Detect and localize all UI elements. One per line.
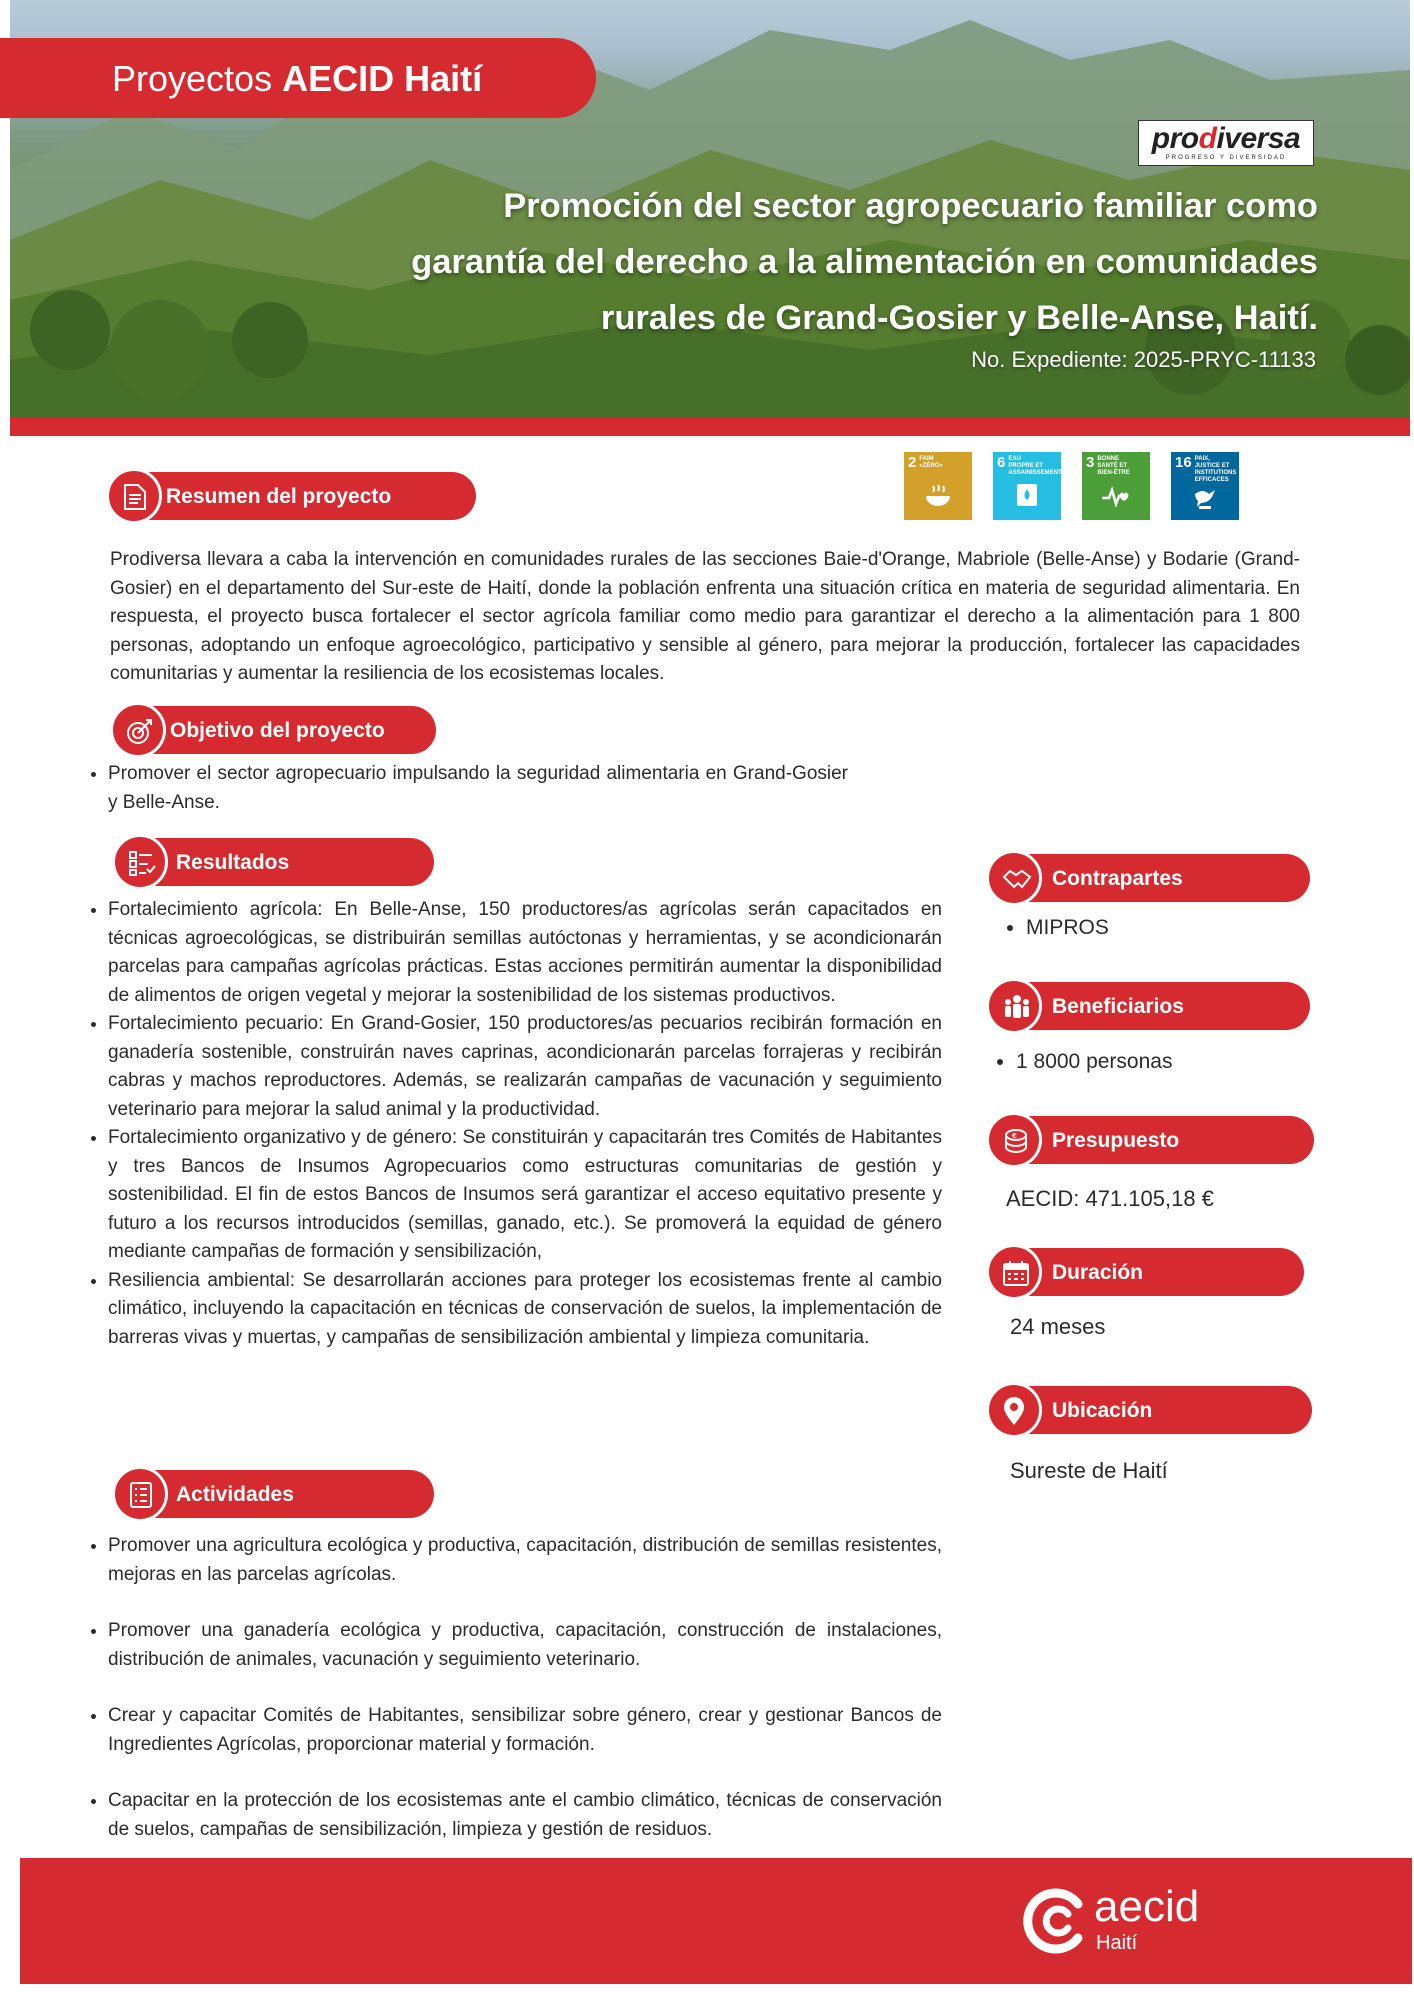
aecid-sub: Haití	[1096, 1932, 1138, 1954]
project-title: Promoción del sector agropecuario familiar como garantía del derecho a la alimentación en comunidades rurales de Grand-Gosier y Belle-Anse, Haití.	[411, 187, 1318, 337]
list-item: • Fortalecimiento organizativo y de género: Se constituirán y capacitarán tres Comités de Habitantes y tres Bancos de Insumos Agropecuarios como estructuras comunitarias de gestión y sostenibilidad. El fin de estos Bancos de Insumos será garantizar el acceso equitativo presente y futuro a los recursos introducidos (semillas, ganado, etc.). Se promoverá la equidad de género mediante campañas de formación y sensibilización,	[108, 1124, 942, 1267]
list-item: • Fortalecimiento pecuario: En Grand-Gosier, 150 productores/as pecuarios recibirán formación en ganadería sostenible, construirán naves caprinas, acondicionarán parcelas forrajeras y recibirán cabras y machos reproductores. Además, se realizarán campañas de vacunación y seguimiento veterinario para mejorar la salud animal y la productividad.	[108, 1010, 942, 1124]
duration-value: 24 meses	[1010, 1314, 1106, 1339]
program-tag-label: Proyectos AECID Haití	[112, 58, 483, 99]
section-title: Contrapartes	[1052, 867, 1183, 890]
summary-text: Prodiversa llevara a caba la intervención en comunidades rurales de las secciones Baie-d'Orange, Mabriole (Belle-Anse) y Bodarie (Grand-Gosier) en el departamento del Sur-este de Haití, donde la población enfrenta una situación crítica en materia de seguridad alimentaria. En respuesta, el proyecto busca fortalecer el sector agrícola familiar como medio para garantizar el derecho a la alimentación para 1 800 personas, adoptando un enfoque agroecológico, participativo y sensible al género, para mejorar la producción, fortalecer las capacidades comunitarias y aumentar la resiliencia de los ecosistemas locales.	[110, 549, 1300, 684]
section-header-duracion	[986, 1248, 1304, 1296]
results-list	[82, 896, 942, 1352]
section-icon-wrap	[112, 1466, 168, 1522]
sdg-16-badge: 16 PAIX, JUSTICE ET INSTITUTIONS EFFICACES	[1171, 452, 1239, 520]
section-title: Ubicación	[1052, 1399, 1153, 1422]
list-item: • Promover el sector agropecuario impulsando la seguridad alimentaria en Grand-Gosier y Belle-Anse.	[108, 760, 848, 817]
section-title: Resultados	[176, 851, 290, 874]
target-icon	[126, 717, 154, 745]
section-header-actividades	[112, 1470, 434, 1518]
water-drop-icon	[1011, 480, 1043, 512]
section-title: Beneficiarios	[1052, 995, 1184, 1018]
list-item: • Fortalecimiento agrícola: En Belle-Anse, 150 productores/as agrícolas serán capacitados en técnicas agroecológicas, se distribuirán semillas autóctonas y herramientas, y se acondicionarán parcelas para campañas agrícolas prácticas. Estas acciones permitirán aumentar la disponibilidad de alimentos de origen vegetal y mejorar la sostenibilidad de los sistemas productivos.	[108, 896, 942, 1010]
hero-bottom-stripe	[10, 418, 1410, 436]
aecid-logo	[1022, 1880, 1222, 1960]
budget-value: AECID: 471.105,18 €	[1006, 1186, 1214, 1211]
section-icon-wrap	[986, 850, 1042, 906]
list-item: • Promover una agricultura ecológica y productiva, capacitación, distribución de semillas resistentes, mejoras en las parcelas agrícolas.	[108, 1532, 942, 1589]
heartbeat-icon	[1100, 480, 1132, 512]
bowl-icon	[922, 480, 954, 512]
section-header-resumen	[106, 472, 476, 520]
objective-list	[82, 760, 848, 817]
calendar-icon	[1002, 1259, 1030, 1287]
svg-text:€: €	[1012, 1132, 1017, 1140]
section-icon-wrap	[986, 1112, 1042, 1168]
task-list-icon	[128, 1481, 154, 1509]
list-item: • Resiliencia ambiental: Se desarrollarán acciones para proteger los ecosistemas frente al cambio climático, incluyendo la capacitación en técnicas de conservación de suelos, la implementación de barreras vivas y muertas, y campañas de sensibilización ambiental y limpieza comunitaria.	[108, 1267, 942, 1353]
sdg-6-badge: 6 EAU PROPRE ET ASSAINISSEMENT	[993, 452, 1061, 520]
section-header-beneficiarios	[986, 982, 1310, 1030]
aecid-mark-icon	[1022, 1886, 1092, 1956]
section-title: Actividades	[176, 1483, 294, 1506]
section-icon-wrap	[986, 978, 1042, 1034]
dove-icon	[1189, 480, 1221, 512]
list-item: • Promover una ganadería ecológica y productiva, capacitación, construcción de instalaciones, distribución de animales, vacunación y seguimiento veterinario.	[108, 1617, 942, 1674]
section-title: Duración	[1052, 1261, 1144, 1284]
list-item: • Crear y capacitar Comités de Habitantes, sensibilizar sobre género, crear y gestionar Bancos de Ingredientes Agrícolas, proporcionar material y formación.	[108, 1702, 942, 1759]
list-item: • 1 8000 personas	[1016, 1048, 1172, 1077]
beneficiaries-list	[990, 1048, 1172, 1077]
aecid-word: aecid	[1094, 1882, 1200, 1931]
location-value: Sureste de Haití	[1010, 1458, 1168, 1483]
section-title: Objetivo del proyecto	[170, 719, 385, 742]
counterparts-list	[1000, 914, 1109, 943]
section-icon-wrap	[112, 834, 168, 890]
location-pin-icon	[1002, 1397, 1026, 1427]
section-icon-wrap	[986, 1244, 1042, 1300]
sdg-2-badge: 2 FAIM «ZÉRO»	[904, 452, 972, 520]
section-title: Resumen del proyecto	[166, 485, 392, 508]
sdg-3-badge: 3 BONNE SANTÉ ET BIEN-ÊTRE	[1082, 452, 1150, 520]
section-icon-wrap	[106, 468, 162, 524]
section-header-contrapartes	[986, 854, 1310, 902]
activities-list	[82, 1532, 942, 1844]
file-number: No. Expediente: 2025-PRYC-11133	[971, 347, 1316, 372]
people-group-icon	[1002, 993, 1032, 1023]
list-item: • Capacitar en la protección de los ecosistemas ante el cambio climático, técnicas de conservación de suelos, campañas de sensibilización, limpieza y gestión de residuos.	[108, 1787, 942, 1844]
list-item: • MIPROS	[1026, 914, 1109, 943]
section-header-presupuesto	[986, 1116, 1314, 1164]
checklist-icon	[128, 849, 156, 877]
section-header-ubicacion	[986, 1386, 1312, 1434]
section-header-resultados	[112, 838, 434, 886]
coins-icon	[1002, 1127, 1030, 1157]
section-icon-wrap	[986, 1382, 1042, 1438]
handshake-icon	[1002, 865, 1032, 893]
section-header-objetivo	[110, 706, 436, 754]
prodiversa-logo: prodiversa PROGRESO Y DIVERSIDAD	[1138, 120, 1314, 166]
document-icon	[122, 483, 148, 511]
section-title: Presupuesto	[1052, 1129, 1180, 1152]
section-icon-wrap	[110, 702, 166, 758]
